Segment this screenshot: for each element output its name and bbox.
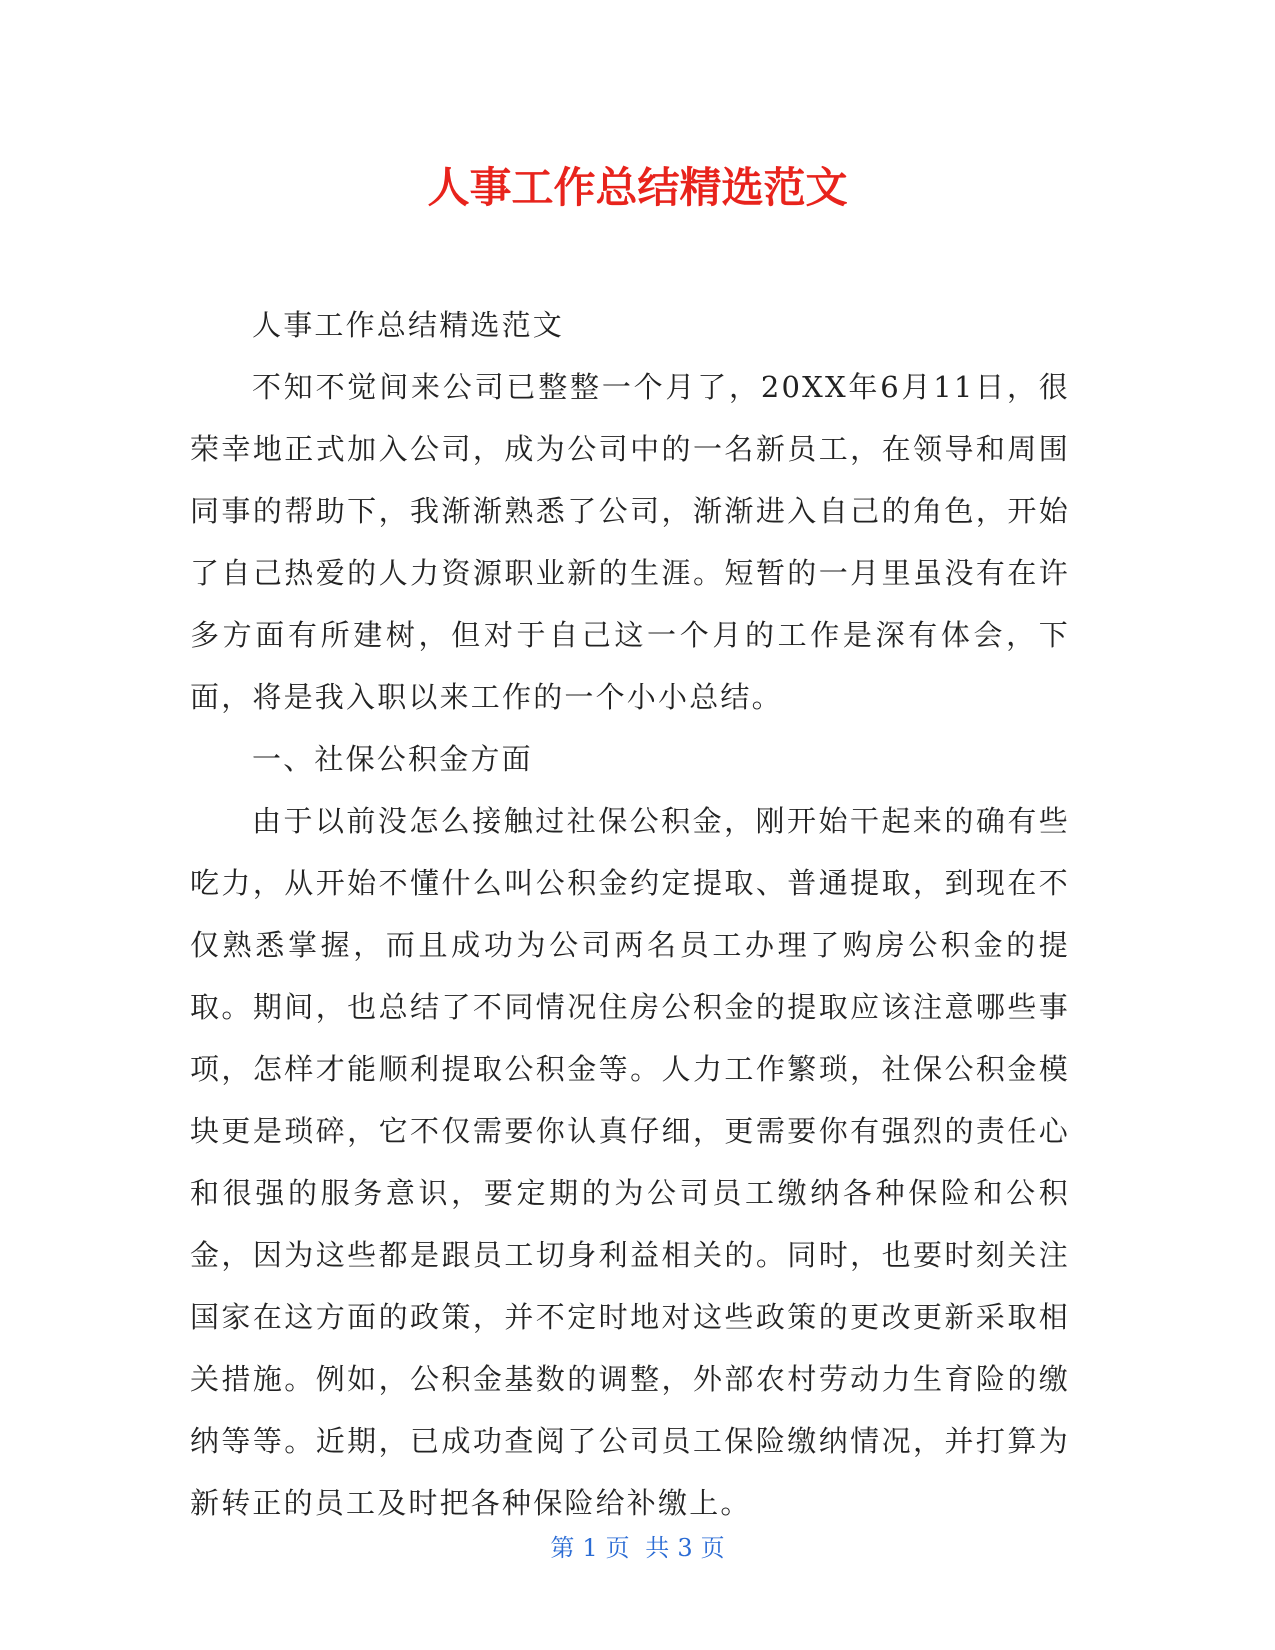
footer-page-number: 1 <box>582 1534 598 1562</box>
paragraph-social-security: 由于以前没怎么接触过社保公积金，刚开始干起来的确有些吃力，从开始不懂什么叫公积金约定提取、普通提取，到现在不仅熟悉掌握，而且成功为公司两名员工办理了购房公积金的提取。期间，也总结了不同情况住房公积金的提取应该注意哪些事项，怎样才能顺利提取公积金等。人力工作繁琐，社保公积金模块更是琐碎，它不仅需要你认真仔细，更需要你有强烈的责任心和很强的服务意识，要定期的为公司员工缴纳各种保险和公积金，因为这些都是跟员工切身利益相关的。同时，也要时刻关注国家在这方面的政策，并不定时地对这些政策的更改更新采取相关措施。例如，公积金基数的调整，外部农村劳动力生育险的缴纳等等。近期，已成功查阅了公司员工保险缴纳情况，并打算为新转正的员工及时把各种保险给补缴上。 <box>190 804 1070 1520</box>
footer-prefix: 第 <box>550 1534 575 1562</box>
footer-mid: 页 共 <box>605 1534 670 1562</box>
section-heading-social-security: 一、社保公积金方面 <box>252 742 533 776</box>
paragraph-subtitle: 人事工作总结精选范文 <box>252 308 565 342</box>
paragraph-intro: 不知不觉间来公司已整整一个月了，20XX年6月11日，很荣幸地正式加入公司，成为公司中的一名新员工，在领导和周围同事的帮助下，我渐渐熟悉了公司，渐渐进入自己的角色，开始了自己热爱的人力资源职业新的生涯。短暂的一月里虽没有在许多方面有所建树，但对于自己这一个月的工作是深有体会，下面，将是我入职以来工作的一个小小总结。 <box>190 370 1070 714</box>
footer-suffix: 页 <box>700 1534 725 1562</box>
page-footer <box>0 1532 1275 1564</box>
page-title: 人事工作总结精选范文 <box>427 163 848 212</box>
document-body <box>190 294 1070 1534</box>
footer-page-total: 3 <box>677 1534 693 1562</box>
